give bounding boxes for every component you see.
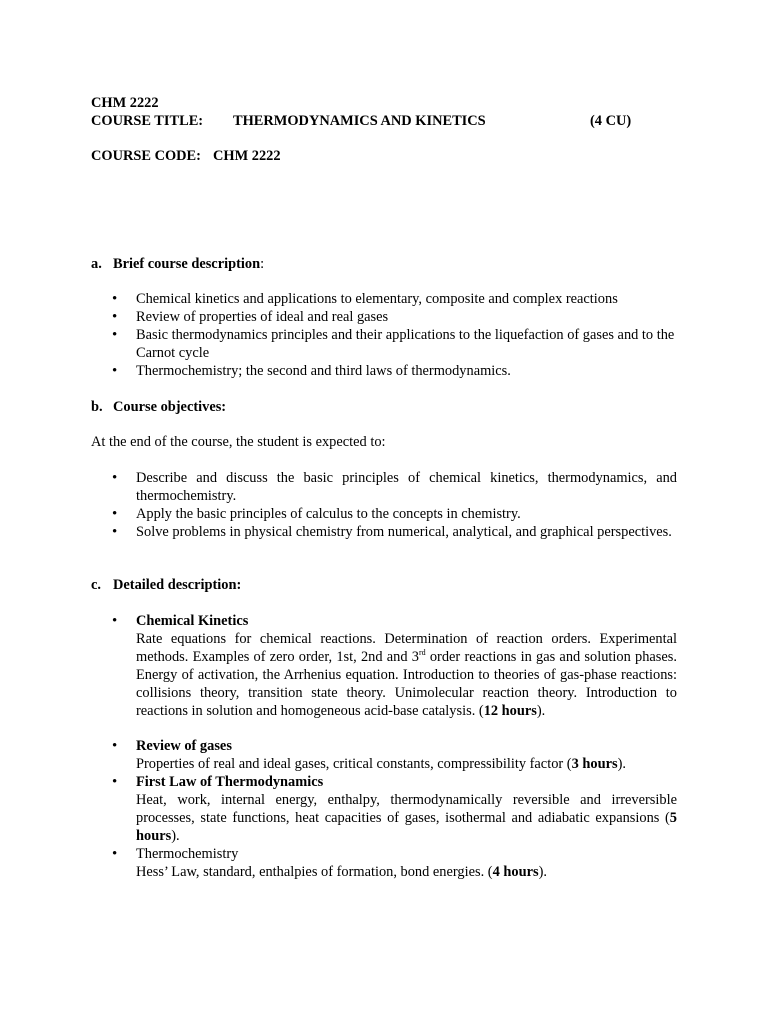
topic-title: Review of gases bbox=[136, 738, 232, 754]
section-b-heading bbox=[91, 398, 226, 416]
section-c-list-2 bbox=[136, 737, 677, 881]
list-item: • Thermochemistry; the second and third laws of thermodynamics. bbox=[136, 362, 677, 380]
ordinal-suffix: rd bbox=[418, 648, 426, 657]
list-item: • Chemical kinetics and applications to elementary, composite and complex reactions bbox=[136, 290, 677, 308]
course-code-value: CHM 2222 bbox=[213, 148, 281, 164]
topic-text-end: ). bbox=[536, 703, 546, 719]
topic-text-end: ). bbox=[538, 864, 547, 880]
section-a-letter: a. bbox=[91, 256, 102, 272]
list-item: • Describe and discuss the basic principles of chemical kinetics, thermodynamics, and thermochemistry. bbox=[136, 469, 677, 505]
course-code-label: COURSE CODE: bbox=[91, 148, 201, 164]
section-c-title: Detailed description: bbox=[113, 577, 242, 593]
section-b-intro: At the end of the course, the student is expected to: bbox=[91, 434, 386, 450]
topic-text-end: ). bbox=[171, 828, 180, 844]
topic-text-cont: order reactions in gas and solution phases. Energy of activation, the Arrhenius equation. Introduction to theories of gas-phase reactions: collisions theory, transition state theory. Unimolecular reaction theory. Introduction to reactions in solution and homogeneous acid-base catalysis. ( bbox=[136, 649, 677, 719]
topic-thermochemistry bbox=[136, 845, 677, 881]
topic-hours: 3 hours bbox=[571, 756, 618, 772]
topic-first-law bbox=[136, 773, 677, 845]
section-a-list bbox=[136, 290, 677, 380]
list-item: • Apply the basic principles of calculus to the concepts in chemistry. bbox=[136, 505, 677, 523]
topic-title: Chemical Kinetics bbox=[136, 613, 249, 629]
course-title-label: COURSE TITLE: bbox=[91, 113, 204, 129]
topic-text: Hess’ Law, standard, enthalpies of formation, bond energies. ( bbox=[136, 864, 493, 880]
section-b-letter: b. bbox=[91, 399, 103, 415]
section-a-title: Brief course description bbox=[113, 256, 261, 272]
topic-text: Rate equations for chemical reactions. Determination of reaction orders. Experimental methods. Examples of zero order, 1st, 2nd and 3 bbox=[136, 631, 677, 665]
topic-text: Properties of real and ideal gases, critical constants, compressibility factor ( bbox=[136, 756, 572, 772]
topic-hours: 5 hours bbox=[136, 810, 677, 844]
topic-hours: 12 hours bbox=[483, 703, 537, 719]
section-a-colon: : bbox=[260, 256, 265, 272]
topic-title: First Law of Thermodynamics bbox=[136, 774, 324, 790]
course-title-value: THERMODYNAMICS AND KINETICS bbox=[233, 113, 486, 129]
topic-title: Thermochemistry bbox=[136, 846, 239, 862]
list-item: • Review of properties of ideal and real gases bbox=[136, 308, 677, 326]
section-c-heading bbox=[91, 576, 241, 594]
section-b-title: Course objectives: bbox=[113, 399, 227, 415]
section-c-list-1 bbox=[136, 612, 677, 720]
section-b-list bbox=[136, 469, 677, 541]
section-a-heading bbox=[91, 255, 264, 273]
topic-hours: 4 hours bbox=[492, 864, 539, 880]
topic-text-end: ). bbox=[617, 756, 626, 772]
course-credits: (4 CU) bbox=[590, 113, 632, 129]
topic-text: Heat, work, internal energy, enthalpy, thermodynamically reversible and irreversible processes, state functions, heat capacities of gases, isothermal and adiabatic expansions ( bbox=[136, 792, 677, 826]
section-c-letter: c. bbox=[91, 577, 101, 593]
list-item: • Solve problems in physical chemistry from numerical, analytical, and graphical perspectives. bbox=[136, 523, 677, 541]
topic-chemical-kinetics bbox=[136, 612, 677, 720]
course-code-line: CHM 2222 bbox=[91, 95, 159, 111]
topic-review-of-gases bbox=[136, 737, 677, 773]
list-item: • Basic thermodynamics principles and their applications to the liquefaction of gases and to the Carnot cycle bbox=[136, 326, 677, 362]
